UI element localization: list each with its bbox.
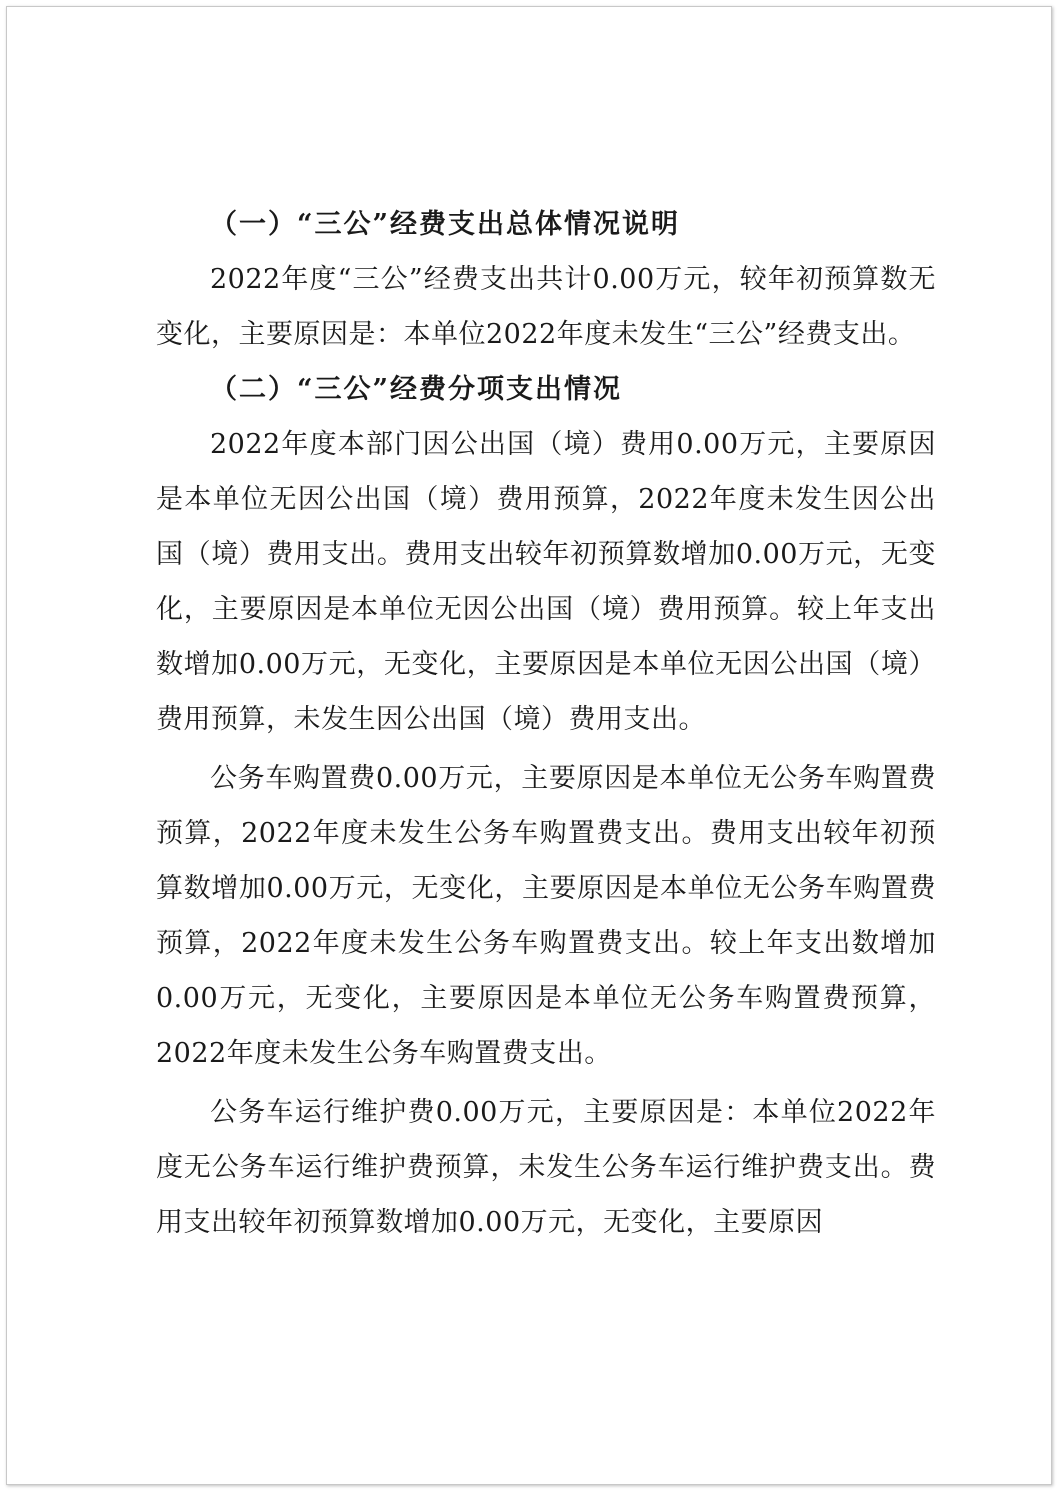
document-page — [6, 6, 1052, 1485]
paragraph-vehicle-purchase: 公务车购置费0.00万元，主要原因是本单位无公务车购置费预算，2022年度未发生公务车购置费支出。费用支出较年初预算数增加0.00万元，无变化，主要原因是本单位无公务车购置费预算，2022年度未发生公务车购置费支出。较上年支出数增加0.00万元，无变化，主要原因是本单位无公务车购置费预算，2022年度未发生公务车购置费支出。 — [156, 763, 936, 1069]
paragraph-vehicle-maintenance: 公务车运行维护费0.00万元，主要原因是：本单位2022年度无公务车运行维护费预算，未发生公务车运行维护费支出。费用支出较年初预算数增加0.00万元，无变化，主要原因 — [156, 1097, 936, 1238]
section-heading-itemized: （二）“三公”经费分项支出情况 — [210, 374, 623, 405]
document-body — [156, 197, 936, 1250]
section-heading-overall: （一）“三公”经费支出总体情况说明 — [210, 209, 681, 240]
paragraph-overall-summary: 2022年度“三公”经费支出共计0.00万元，较年初预算数无变化，主要原因是：本单位2022年度未发生“三公”经费支出。 — [156, 264, 936, 350]
paragraph-overseas-travel: 2022年度本部门因公出国（境）费用0.00万元，主要原因是本单位无因公出国（境）费用预算，2022年度未发生因公出国（境）费用支出。费用支出较年初预算数增加0.00万元，无变化，主要原因是本单位无因公出国（境）费用预算。较上年支出数增加0.00万元，无变化，主要原因是本单位无因公出国（境）费用预算，未发生因公出国（境）费用支出。 — [156, 429, 936, 735]
